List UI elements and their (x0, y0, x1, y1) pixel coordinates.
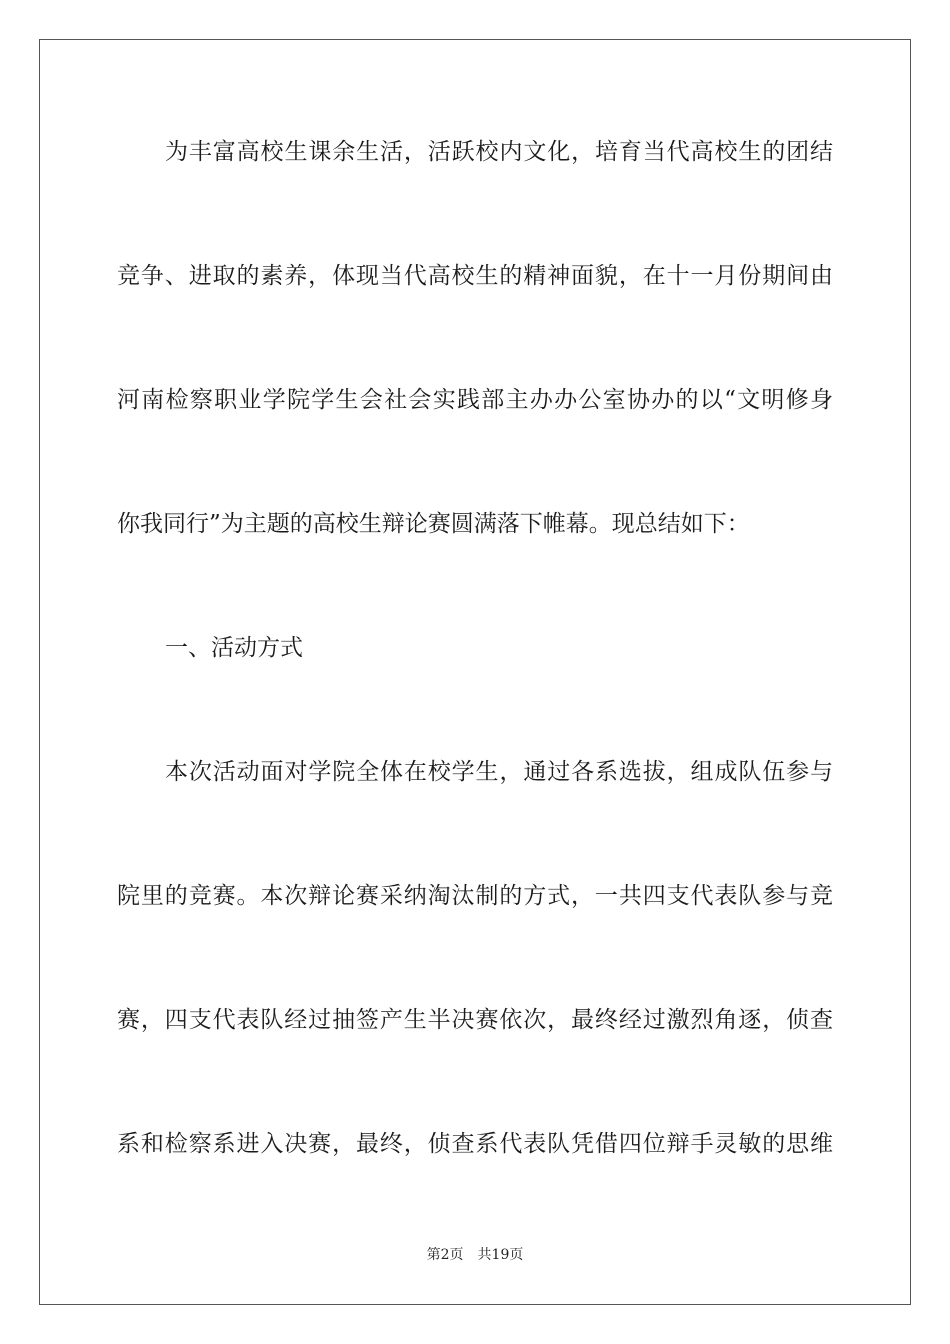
paragraph1-line3: 河南检察职业学院学生会社会实践部主办办公室协办的以“文明修身 (117, 387, 833, 413)
paragraph1-line2: 竞争、进取的素养，体现当代高校生的精神面貌，在十一月份期间由 (117, 263, 833, 289)
paragraph2-line4: 系和检察系进入决赛，最终，侦查系代表队凭借四位辩手灵敏的思维 (117, 1131, 833, 1157)
page-total: 共19页 (477, 1247, 524, 1263)
section-heading-activity-method: 一、活动方式 (165, 635, 303, 661)
paragraph2-line2: 院里的竞赛。本次辩论赛采纳淘汰制的方式，一共四支代表队参与竞 (117, 883, 833, 909)
page-border (39, 39, 911, 1305)
page-number: 第2页 (426, 1247, 464, 1263)
paragraph2-line3: 赛，四支代表队经过抽签产生半决赛依次，最终经过激烈角逐，侦查 (117, 1007, 833, 1033)
paragraph2-line1: 本次活动面对学院全体在校学生，通过各系选拔，组成队伍参与 (165, 759, 833, 785)
paragraph1-line1: 为丰富高校生课余生活，活跃校内文化，培育当代高校生的团结 (165, 139, 833, 165)
page-footer (0, 1246, 950, 1264)
paragraph1-line4: 你我同行”为主题的高校生辩论赛圆满落下帷幕。现总结如下： (117, 511, 750, 537)
